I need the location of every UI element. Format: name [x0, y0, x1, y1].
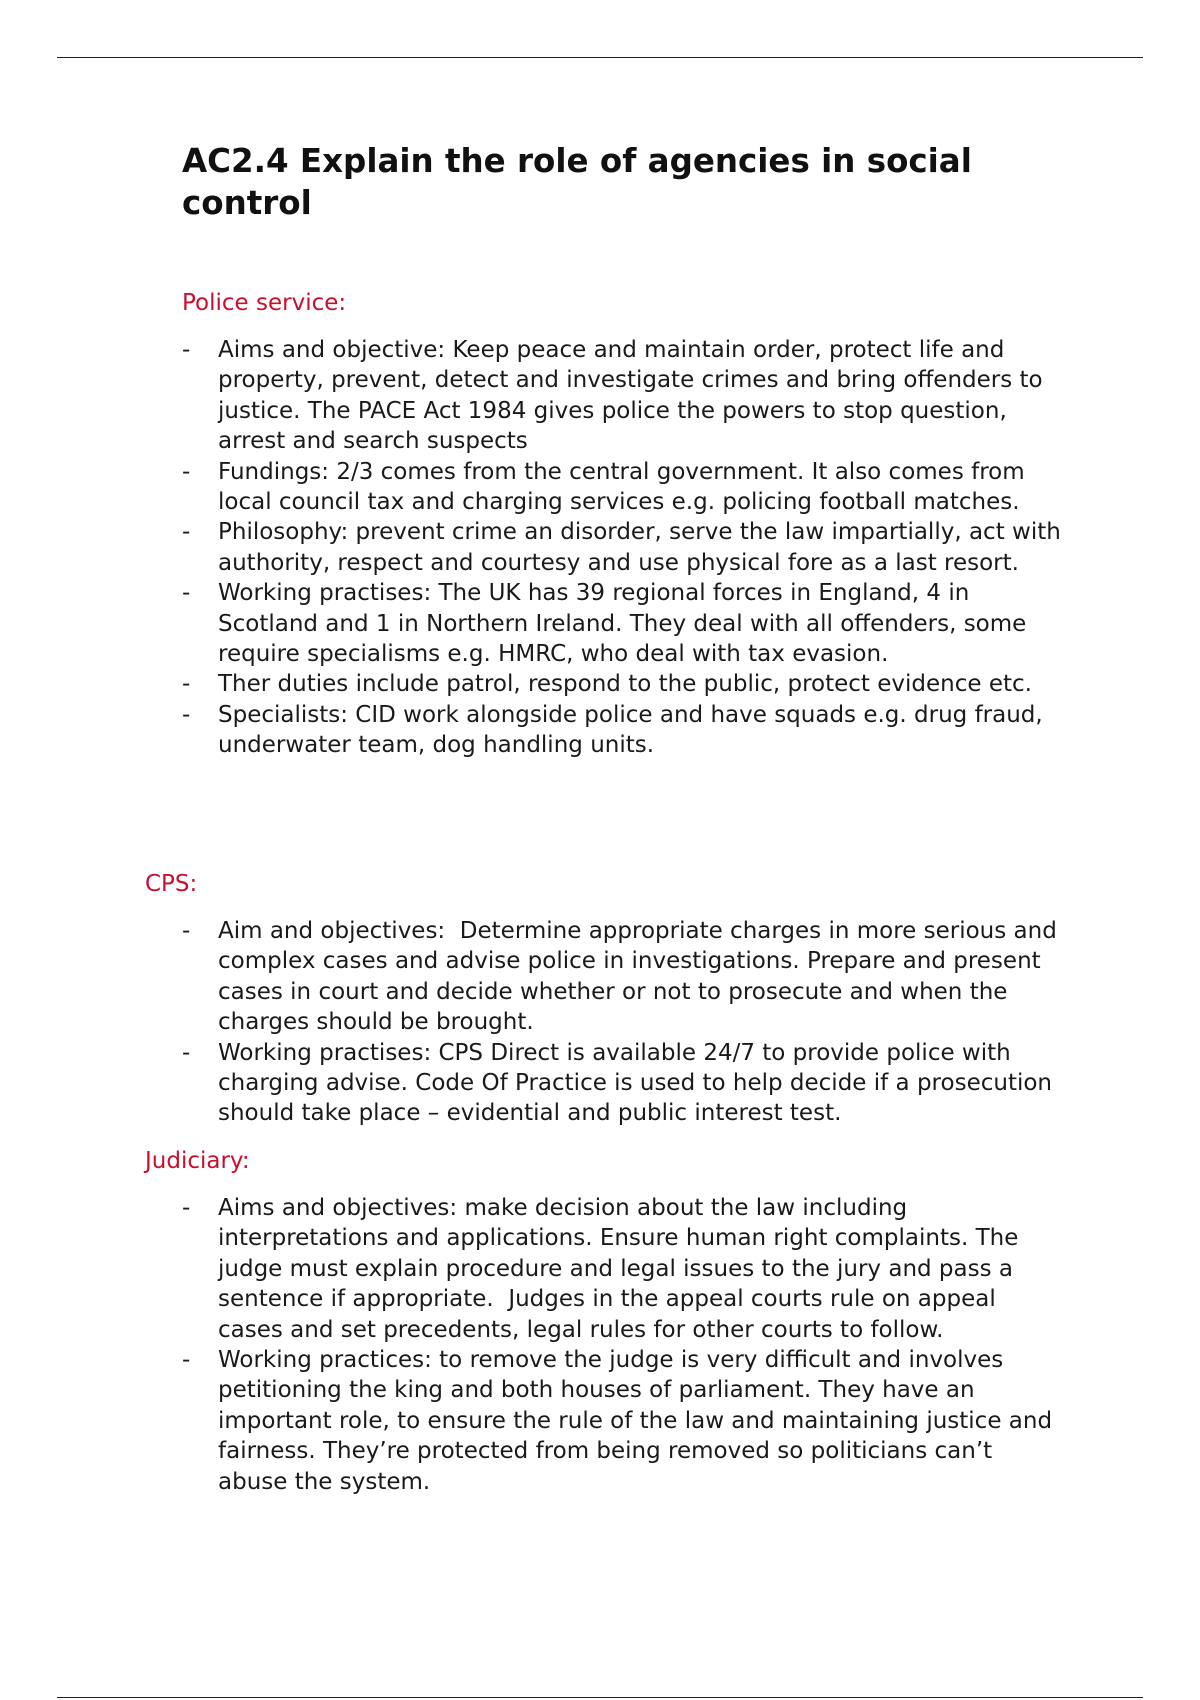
list-item-text: Specialists: CID work alongside police and have squads e.g. drug fraud, underwater team, dog handling units. — [218, 701, 1051, 759]
list-item — [182, 1038, 1062, 1129]
list-item — [182, 517, 1069, 578]
list-item — [182, 669, 1062, 699]
bullet-list-cps — [182, 916, 1065, 1129]
list-item — [182, 578, 1062, 669]
top-divider — [57, 57, 1143, 58]
list-item-text: Fundings: 2/3 comes from the central government. It also comes from local council tax and charging services e.g. policing football matches. — [218, 458, 1032, 516]
bullet-list-police — [182, 335, 1069, 761]
bullet-dash: - — [182, 701, 191, 728]
bullet-dash: - — [182, 671, 191, 698]
list-item — [182, 916, 1065, 1038]
bullet-dash: - — [182, 458, 191, 485]
bullet-dash: - — [182, 519, 191, 546]
list-item-text: Working practises: CPS Direct is available 24/7 to provide police with charging advise. Code Of Practice is used to help decide if a prosecution should take place – evidential and public interest test. — [218, 1039, 1060, 1127]
list-item — [182, 335, 1062, 457]
bullet-dash: - — [182, 337, 191, 363]
section-heading-police: Police service: — [182, 290, 347, 316]
bullet-dash: - — [182, 580, 191, 607]
list-item — [182, 1193, 1062, 1345]
bullet-dash: - — [182, 1195, 191, 1221]
page-title: AC2.4 Explain the role of agencies in social control — [182, 142, 972, 222]
bottom-divider — [57, 1697, 1143, 1698]
list-item-text: Aims and objectives: make decision about the law including interpretations and applications. Ensure human right complaints. The judge must explain procedure and legal issues to the jury and pass a sentence if appropriate. Judges in the appeal courts rule on appeal cases and set precedents, legal rules for other courts to follow. — [218, 1195, 1026, 1343]
list-item-text: Working practises: The UK has 39 regional forces in England, 4 in Scotland and 1 in Northern Ireland. They deal with all offenders, some require specialisms e.g. HMRC, who deal with tax evasion. — [218, 580, 1034, 668]
list-item-text: Aims and objective: Keep peace and maintain order, protect life and property, prevent, detect and investigate crimes and bring offenders to justice. The PACE Act 1984 gives police the powers to stop question, arrest and search suspects — [218, 337, 1050, 455]
section-heading-judiciary: Judiciary: — [145, 1148, 250, 1174]
bullet-list-judiciary — [182, 1193, 1062, 1497]
list-item — [182, 700, 1062, 761]
bullet-dash: - — [182, 1039, 191, 1066]
list-item — [182, 457, 1062, 518]
bullet-dash: - — [182, 918, 191, 944]
section-heading-cps: CPS: — [145, 871, 198, 897]
list-item-text: Aim and objectives: Determine appropriate charges in more serious and complex cases and advise police in investigations. Prepare and present cases in court and decide whether or not to prosecute and when the charges should be brought. — [218, 918, 1065, 1036]
list-item — [182, 1345, 1062, 1497]
bullet-dash: - — [182, 1347, 191, 1374]
list-item-text: Working practices: to remove the judge is very difficult and involves petitioning the king and both houses of parliament. They have an important role, to ensure the rule of the law and maintaining justice and fairness. They’re protected from being removed so politicians can’t abuse the system. — [218, 1347, 1060, 1495]
list-item-text: Ther duties include patrol, respond to the public, protect evidence etc. — [218, 671, 1032, 698]
list-item-text: Philosophy: prevent crime an disorder, serve the law impartially, act with authority, respect and courtesy and use physical fore as a last resort. — [218, 519, 1069, 576]
